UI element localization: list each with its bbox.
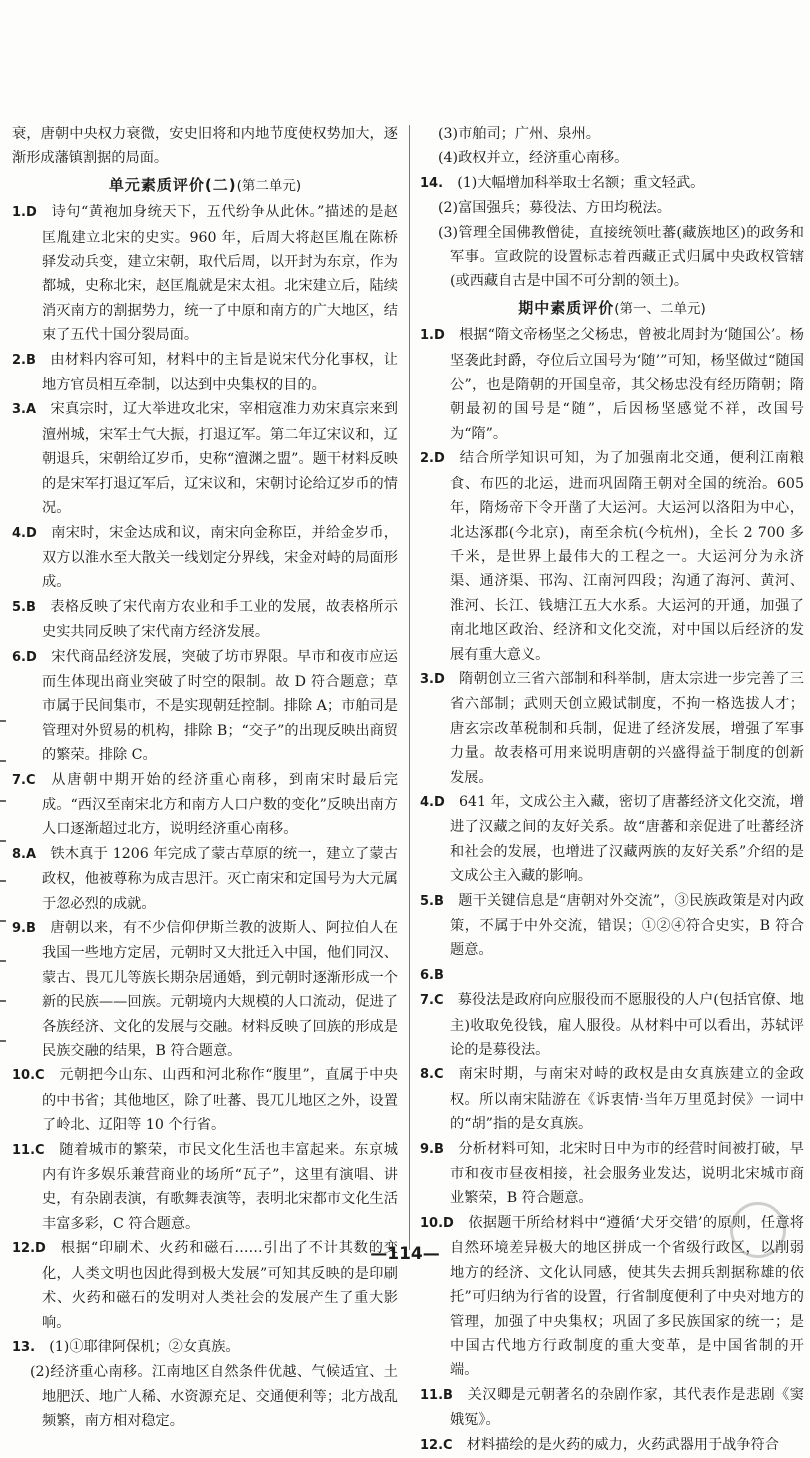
answer-text: 表格反映了宋代南方农业和手工业的发展，故表格所示史实共同反映了宋代南方经济发展。 (42, 598, 398, 641)
answer-number: 11.B (420, 1387, 453, 1403)
section-subtitle: (第一、二单元) (614, 300, 706, 317)
answer-item (12, 200, 398, 347)
answer-number: 7.C (420, 993, 444, 1009)
answer-number: 1.D (420, 328, 445, 344)
answer-text: 641 年，文成公主入藏，密切了唐蕃经济文化交流，增进了汉藏之间的友好关系。故“唐蕃和亲促进了吐蕃经济和社会的发展，也增进了汉藏两族的友好关系”介绍的是文成公主入藏的影响。 (450, 793, 804, 885)
answer-number: 13. (12, 1339, 36, 1355)
edge-mark (0, 720, 6, 722)
answer-text: 材料描绘的是火药的威力，火药武器用于战争符合 (466, 1436, 779, 1453)
answer-text: 募役法是政府向应服役而不愿服役的人户(包括官僚、地主)收取免役钱，雇人服役。从材料中可以看出，苏轼评论的是募役法。 (450, 992, 804, 1059)
answer-number: 6.B (420, 967, 444, 983)
answer-subpart: (2)经济重心南移。江南地区自然条件优越、气候适宜、土地肥沃、地广人稀、水资源充足、交通便利等；北方战乱频繁，南方相对稳定。 (30, 1364, 398, 1430)
answer-text: 根据“印刷术、火药和磁石……引出了不计其数的变化，人类文明也因此得到极大发展”可知其反映的是印刷术、火药和磁石的发明对人类社会的发展产生了重大影响。 (42, 1240, 398, 1331)
answer-text: 诗句“黄袍加身统天下，五代纷争从此休。”描述的是赵匡胤建立北宋的史实。960 年，后周大将赵匡胤在陈桥驿发动兵变，建立宋朝，取代后周，以开封为东京，作为都城，史称北宋，赵匡胤就是宋太祖。北宋建立后，陆续消灭南方的割据势力，统一了中原和南方的广大地区，结束了五代十国分裂局面。 (42, 204, 398, 344)
answer-item (12, 645, 398, 768)
edge-mark (0, 960, 6, 962)
answer-text: (1)①耶律阿保机；②女真族。 (49, 1338, 240, 1355)
answer-text: 元朝把今山东、山西和河北称作“腹里”，直属于中央的中书省；其他地区，除了吐蕃、畏兀儿地区之外，设置了岭北、辽阳等 10 个行省。 (42, 1067, 398, 1134)
answer-item (420, 889, 804, 963)
answer-item (12, 842, 398, 916)
answer-text: 唐朝以来，有不少信仰伊斯兰教的波斯人、阿拉伯人在我国一些地方定居，元朝时又大批迁入中国，他们同汉、蒙古、畏兀儿等族长期杂居通婚，到元朝时逐渐形成一个新的民族——回族。元朝境内大规模的人口流动，促进了各族经济、文化的发展与交融。材料反映了回族的形成是民族交融的结果，B 符合题意。 (42, 920, 398, 1060)
section-subtitle: (第二单元) (236, 177, 302, 194)
answer-subpart: (3)管理全国佛教僧徒，直接统领吐蕃(藏族地区)的政务和军事。宣政院的设置标志着西藏正式归属中央政权管辖(或西藏自古是中国不可分割的领土)。 (438, 224, 804, 290)
answer-item (420, 1433, 804, 1458)
answer-number: 5.B (12, 599, 36, 615)
answer-item (420, 667, 804, 790)
answer-item (12, 348, 398, 398)
edge-mark (0, 840, 6, 842)
answer-text: 随着城市的繁荣，市民文化生活也丰富起来。东京城内有许多娱乐兼营商业的场所“瓦子”，这里有演唱、讲史，有杂剧表演，有歌舞表演等，表明北宋都市文化生活丰富多彩，C 符合题意。 (42, 1141, 398, 1232)
column-divider (409, 125, 410, 1250)
answer-text: 南宋时，宋金达成和议，南宋向金称臣，并给金岁币，双方以淮水至大散关一线划定分界线，宋金对峙的局面形成。 (42, 524, 398, 591)
answer-item (420, 1383, 804, 1433)
answer-number: 9.B (12, 921, 36, 936)
answer-item (12, 595, 398, 645)
answer-number: 9.B (420, 1141, 444, 1157)
answer-item (420, 446, 804, 667)
answer-item (420, 323, 804, 446)
answer-item (420, 790, 804, 889)
answer-item (420, 988, 804, 1062)
section-heading (12, 173, 398, 198)
left-column (12, 122, 398, 1434)
answer-text: 根据“隋文帝杨坚之父杨忠，曾被北周封为‘随国公’。杨坚袭此封爵，夺位后立国号为‘随’”可知，杨坚做过“随国公”，也是隋朝的开国皇帝，其父杨忠没有经历隋朝；隋朝最初的国号是“随”，后因杨坚感觉不祥，改国号为“隋”。 (450, 327, 804, 442)
answer-item (12, 1138, 398, 1237)
section-title: 期中素质评价 (518, 298, 615, 317)
answer-number: 8.A (12, 846, 37, 862)
answer-text: 从唐朝中期开始的经济重心南移，到南宋时最后完成。“西汉至南宋北方和南方人口户数的变化”反映出南方人口逐渐超过北方，说明经济重心南移。 (42, 771, 398, 838)
answer-number: 3.D (420, 671, 445, 687)
section-heading (420, 296, 804, 321)
answer-subpart: (2)富国强兵；募役法、方田均税法。 (438, 200, 671, 217)
answer-item (12, 1063, 398, 1137)
answer-text: 宋真宗时，辽大举进攻北宋，宰相寇准力劝宋真宗来到澶州城，宋军士气大振，打退辽军。第二年辽宋议和，辽朝退兵，宋朝给辽岁币，史称“澶渊之盟”。题干材料反映的是宋军打退辽军后，辽宋议和，宋朝讨论给辽岁币的情况。 (42, 401, 398, 517)
answer-number: 10.C (12, 1068, 45, 1084)
answer-text: 题干关键信息是“唐朝对外交流”，③民族政策是对内政策，不属于中外交流，错误；①②④符合史实，B 符合题意。 (450, 892, 804, 959)
answer-text: 隋朝创立三省六部制和科举制，唐太宗进一步完善了三省六部制；武则天创立殿试制度，不拘一格选拔人才；唐玄宗改革税制和兵制，促进了经济发展，增强了军事力量。故表格可用来说明唐朝的兴盛得益于制度的创新发展。 (450, 670, 804, 786)
answer-item (12, 916, 398, 1063)
answer-text: (1)大幅增加科举取士名额；重文轻武。 (457, 174, 705, 191)
answer-subpart: (4)政权并立，经济重心南移。 (438, 150, 629, 167)
answer-number: 2.B (12, 352, 36, 368)
paragraph: 衰，唐朝中央权力衰微，安史旧将和内地节度使权势加大，逐渐形成藩镇割据的局面。 (12, 126, 398, 167)
answer-number: 6.D (12, 649, 37, 665)
answer-item (420, 963, 804, 988)
answer-text: 依据题干所给材料中“遵循‘犬牙交错’的原则，任意将自然环境差异极大的地区拼成一个省级行政区，以削弱地方的经济、文化认同感，使其失去拥兵割据称雄的依托”可归纳为行省的设置，行省制度便利了中央对地方的管理，加强了中央集权；巩固了多民族国家的统一；是中国古代地方行政制度的重大变革，是中国省制的开端。 (450, 1214, 804, 1379)
answer-text: 结合所学知识可知，为了加强南北交通，便利江南粮食、布匹的北运，进而巩固隋王朝对全国的统治。605 年，隋炀帝下令开凿了大运河。大运河以洛阳为中心，北达涿郡(今北京)，南至余杭(今杭州)，全长 2 700 多千米，是世界上最伟大的工程之一。大运河分为永济渠、通济渠、邗沟、江南河四段；沟通了海河、黄河、淮河、长江、钱塘江五大水系。大运河的开通，加强了南北地区政治、经济和文化交流，对中国以后经济的发展有重大意义。 (450, 450, 804, 663)
answer-item (420, 171, 804, 196)
answer-number: 8.C (420, 1067, 444, 1083)
answer-subpart: (3)市舶司；广州、泉州。 (438, 126, 600, 142)
answer-number: 4.D (12, 525, 37, 541)
edge-mark (0, 760, 6, 762)
edge-mark (0, 1040, 6, 1042)
edge-mark (0, 800, 6, 802)
page-number: —114— (370, 1244, 440, 1264)
answer-item (420, 1062, 804, 1136)
answer-number: 4.D (420, 794, 445, 810)
answer-number: 7.C (12, 772, 36, 788)
edge-mark (0, 920, 6, 922)
edge-mark (0, 1000, 6, 1002)
answer-number: 10.D (420, 1215, 454, 1231)
answer-text: 宋代商品经济发展，突破了坊市界限。早市和夜市应运而生体现出商业突破了时空的限制。故 D 符合题意；草市属于民间集市，不是实现朝廷控制。排除 A；市舶司是管理对外贸易的机构，排除 B；“交子”的出现反映出商贸的繁荣。排除 C。 (42, 648, 398, 764)
answer-item (12, 397, 398, 520)
answer-item (12, 521, 398, 595)
answer-number: 3.A (12, 402, 37, 418)
answer-number: 12.D (12, 1241, 46, 1257)
answer-text: 铁木真于 1206 年完成了蒙古草原的统一，建立了蒙古政权，他被尊称为成吉思汗。灭亡南宋和定国号为大元属于忽必烈的成就。 (42, 845, 398, 912)
answer-text: 关汉卿是元朝著名的杂剧作家，其代表作是悲剧《窦娥冤》。 (450, 1386, 804, 1429)
answer-number: 14. (420, 175, 444, 191)
answer-text: 分析材料可知，北宋时日中为市的经营时间被打破，早市和夜市昼夜相接，社会服务业发达，说明北宋城市商业繁荣，B 符合题意。 (450, 1140, 804, 1207)
answer-text: 南宋时期，与南宋对峙的政权是由女真族建立的金政权。所以南宋陆游在《诉衷情·当年万里觅封侯》一词中的“胡”指的是女真族。 (450, 1066, 804, 1133)
edge-mark (0, 880, 6, 882)
answer-number: 1.D (12, 205, 37, 221)
section-title: 单元素质评价(二) (108, 175, 237, 194)
answer-number: 11.C (12, 1142, 45, 1158)
answer-text: 由材料内容可知，材料中的主旨是说宋代分化事权，让地方官员相互牵制，以达到中央集权的目的。 (42, 351, 398, 394)
answer-number: 2.D (420, 451, 445, 467)
answer-number: 5.B (420, 893, 444, 909)
answer-item (12, 1335, 398, 1360)
answer-number: 12.C (420, 1437, 453, 1453)
answer-item (12, 768, 398, 842)
